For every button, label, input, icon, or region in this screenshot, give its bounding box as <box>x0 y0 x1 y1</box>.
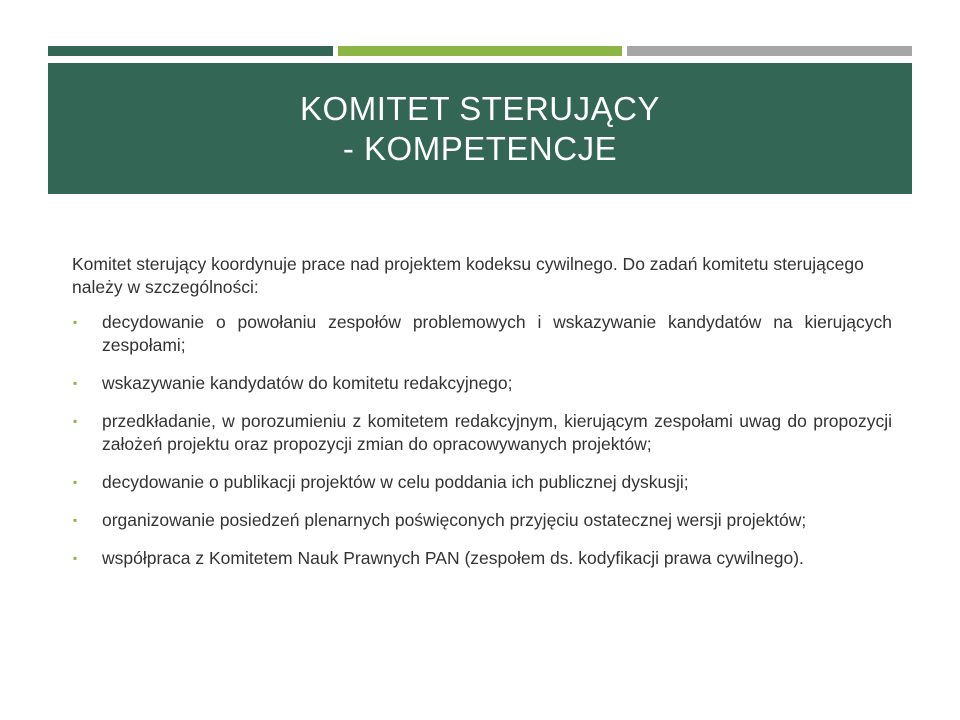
accent-bars <box>48 46 912 56</box>
bullet-text: organizowanie posiedzeń plenarnych poświęconych przyjęciu ostatecznej wersji projektów; <box>102 510 807 530</box>
square-bullet-icon: ▪ <box>73 551 78 565</box>
title-band <box>48 63 912 194</box>
bullet-item <box>72 471 892 494</box>
slide-title <box>300 89 660 169</box>
accent-bar-dark <box>48 46 333 56</box>
accent-bar-gray <box>627 46 912 56</box>
square-bullet-icon: ▪ <box>73 414 78 428</box>
bullet-item <box>72 372 892 395</box>
bullet-text: decydowanie o powołaniu zespołów problemowych i wskazywanie kandydatów na kierujących zespołami; <box>102 312 892 355</box>
bullet-list <box>72 311 892 570</box>
slide-body <box>72 253 892 585</box>
intro-paragraph: Komitet sterujący koordynuje prace nad projektem kodeksu cywilnego. Do zadań komitetu sterującego należy w szczególności: <box>72 254 864 297</box>
slide-title-line-1: KOMITET STERUJĄCY <box>300 89 660 127</box>
bullet-text: przedkładanie, w porozumieniu z komitetem redakcyjnym, kierującym zespołami uwag do propozycji założeń projektu oraz propozycji zmian do opracowywanych projektów; <box>102 411 892 454</box>
square-bullet-icon: ▪ <box>73 315 78 329</box>
bullet-item <box>72 547 892 570</box>
bullet-item <box>72 509 892 532</box>
accent-bar-green <box>338 46 622 56</box>
bullet-text: wskazywanie kandydatów do komitetu redakcyjnego; <box>102 373 513 393</box>
bullet-text: współpraca z Komitetem Nauk Prawnych PAN (zespołem ds. kodyfikacji prawa cywilnego). <box>102 548 804 568</box>
square-bullet-icon: ▪ <box>73 376 78 390</box>
bullet-item <box>72 410 892 456</box>
slide-title-line-2: - KOMPETENCJE <box>342 129 618 167</box>
square-bullet-icon: ▪ <box>73 513 78 527</box>
bullet-item <box>72 311 892 357</box>
bullet-text: decydowanie o publikacji projektów w celu poddania ich publicznej dyskusji; <box>102 472 689 492</box>
square-bullet-icon: ▪ <box>73 475 78 489</box>
